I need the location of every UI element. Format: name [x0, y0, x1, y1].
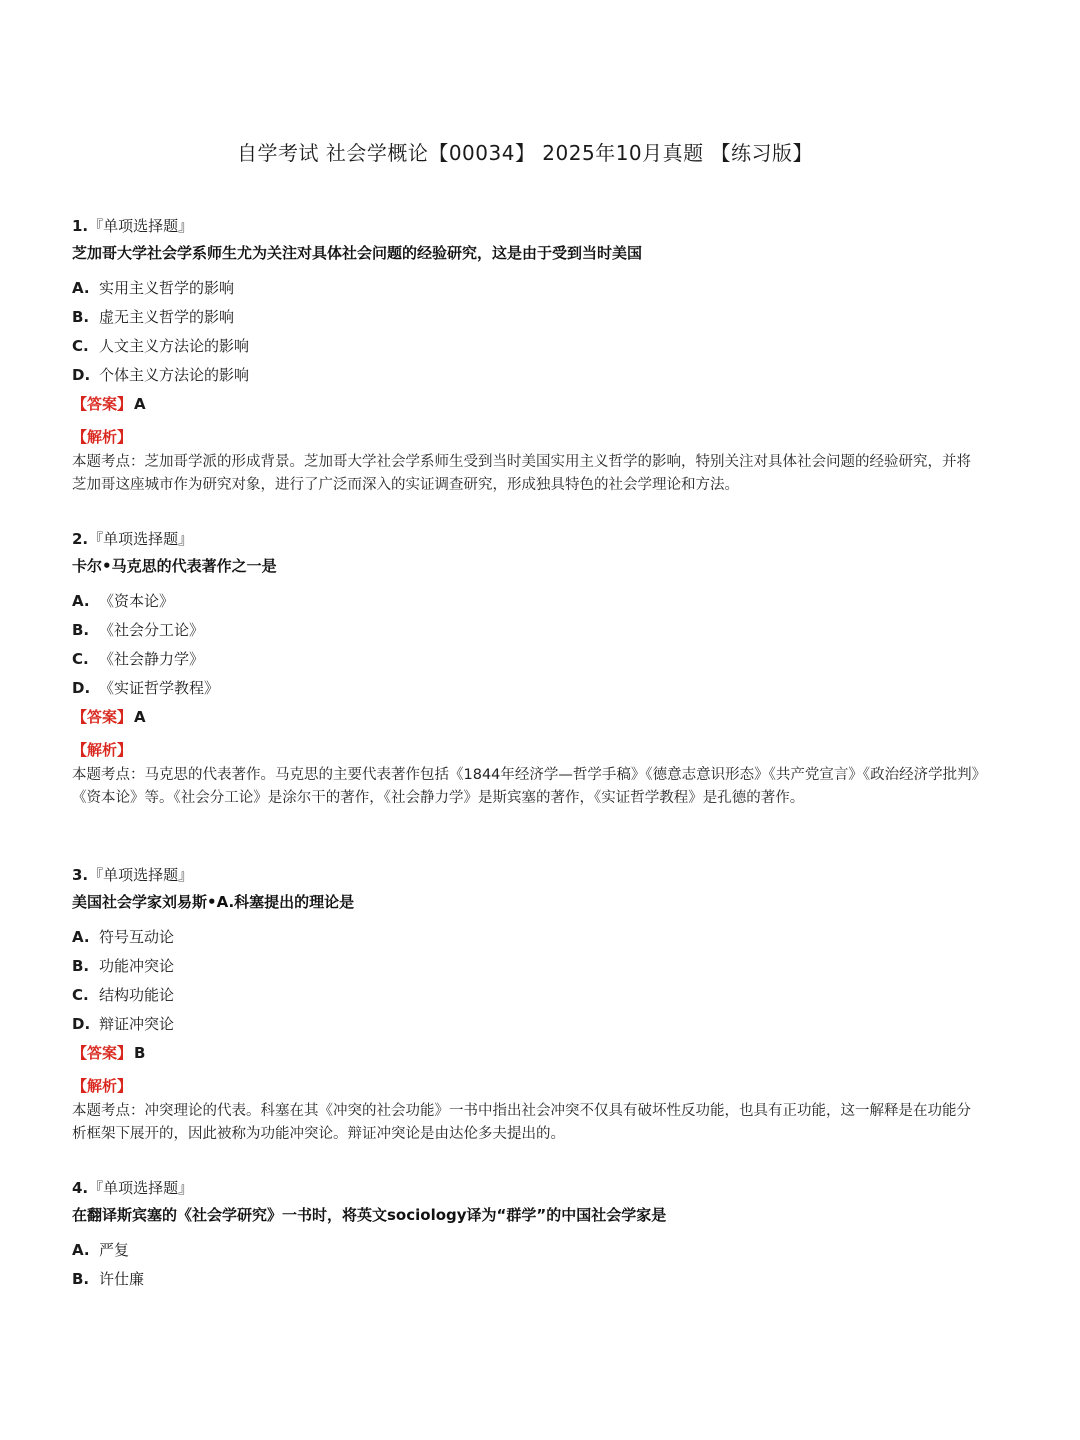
question-1: [72, 216, 982, 497]
option-letter: C.: [72, 337, 89, 355]
option-letter: D.: [72, 366, 91, 384]
option-letter: B.: [72, 621, 90, 639]
question-number: 2.: [72, 530, 89, 548]
option-letter: D.: [72, 679, 91, 697]
option-letter: B.: [72, 308, 90, 326]
option-text: 功能冲突论: [99, 957, 175, 975]
option-c: [72, 985, 982, 1005]
option-list: [72, 591, 982, 698]
option-d: [72, 1014, 982, 1034]
analysis-text: 本题考点：马克思的代表著作。马克思的主要代表著作包括《1844年经济学—哲学手稿》《德意志意识形态》《共产党宣言》《政治经济学批判》《资本论》等。《社会分工论》是涂尔干的著作，《社会静力学》是斯宾塞的著作，《实证哲学教程》是孔德的著作。: [72, 767, 979, 806]
question-number: 1.: [72, 217, 89, 235]
question-4: [72, 1178, 982, 1298]
answer-value: B: [134, 1044, 146, 1062]
option-b: [72, 620, 982, 640]
answer-label: 【答案】: [72, 395, 133, 413]
option-text: 辩证冲突论: [99, 1015, 175, 1033]
option-text: 严复: [99, 1241, 130, 1259]
answer-value: A: [134, 708, 146, 726]
option-d: [72, 678, 982, 698]
option-a: [72, 927, 982, 947]
option-text: 符号互动论: [99, 928, 175, 946]
question-type: 『单项选择题』: [88, 866, 194, 884]
option-a: [72, 1240, 982, 1260]
answer-row: [72, 394, 982, 414]
option-text: 《社会静力学》: [99, 650, 205, 668]
option-d: [72, 365, 982, 385]
answer-label: 【答案】: [72, 708, 133, 726]
option-a: [72, 591, 982, 611]
question-header: [72, 1178, 982, 1198]
question-number: 4.: [72, 1179, 89, 1197]
option-b: [72, 1269, 982, 1289]
option-text: 人文主义方法论的影响: [99, 337, 250, 355]
option-text: 《实证哲学教程》: [99, 679, 220, 697]
option-c: [72, 336, 982, 356]
option-text: 《资本论》: [99, 592, 175, 610]
option-text: 结构功能论: [99, 986, 175, 1004]
option-letter: C.: [72, 986, 89, 1004]
option-letter: B.: [72, 957, 90, 975]
option-letter: A.: [72, 279, 90, 297]
option-b: [72, 307, 982, 327]
option-letter: A.: [72, 928, 90, 946]
option-text: 个体主义方法论的影响: [99, 366, 250, 384]
option-letter: D.: [72, 1015, 91, 1033]
question-header: [72, 865, 982, 885]
option-letter: C.: [72, 650, 89, 668]
analysis-label: 【解析】: [72, 1077, 133, 1095]
question-3: [72, 865, 982, 1146]
question-stem: 芝加哥大学社会学系师生尤为关注对具体社会问题的经验研究，这是由于受到当时美国: [72, 244, 643, 262]
option-list: [72, 927, 982, 1034]
option-b: [72, 956, 982, 976]
option-text: 《社会分工论》: [99, 621, 205, 639]
option-text: 许仕廉: [99, 1270, 145, 1288]
question-header: [72, 529, 982, 549]
analysis-label: 【解析】: [72, 428, 133, 446]
question-2: [72, 529, 982, 810]
answer-label: 【答案】: [72, 1044, 133, 1062]
document-title: 自学考试 社会学概论【00034】 2025年10月真题 【练习版】: [236, 141, 814, 165]
option-text: 实用主义哲学的影响: [99, 279, 235, 297]
option-list: [72, 278, 982, 385]
option-list: [72, 1240, 982, 1289]
answer-row: [72, 1043, 982, 1063]
option-letter: A.: [72, 592, 90, 610]
question-type: 『单项选择题』: [88, 1179, 194, 1197]
question-stem: 在翻译斯宾塞的《社会学研究》一书时，将英文sociology译为“群学”的中国社会学家是: [72, 1206, 667, 1224]
option-a: [72, 278, 982, 298]
question-number: 3.: [72, 866, 89, 884]
analysis-text: 本题考点：冲突理论的代表。科塞在其《冲突的社会功能》一书中指出社会冲突不仅具有破坏性反功能，也具有正功能，这一解释是在功能分析框架下展开的，因此被称为功能冲突论。辩证冲突论是由达伦多夫提出的。: [72, 1103, 971, 1142]
option-letter: A.: [72, 1241, 90, 1259]
answer-value: A: [134, 395, 146, 413]
option-letter: B.: [72, 1270, 90, 1288]
answer-row: [72, 707, 982, 727]
question-stem: 美国社会学家刘易斯•A.科塞提出的理论是: [72, 893, 355, 911]
analysis-label: 【解析】: [72, 741, 133, 759]
option-text: 虚无主义哲学的影响: [99, 308, 235, 326]
question-stem: 卡尔•马克思的代表著作之一是: [72, 557, 277, 575]
option-c: [72, 649, 982, 669]
question-type: 『单项选择题』: [88, 217, 194, 235]
question-type: 『单项选择题』: [88, 530, 194, 548]
analysis-text: 本题考点：芝加哥学派的形成背景。芝加哥大学社会学系师生受到当时美国实用主义哲学的影响，特别关注对具体社会问题的经验研究，并将芝加哥这座城市作为研究对象，进行了广泛而深入的实证调查研究，形成独具特色的社会学理论和方法。: [72, 454, 971, 493]
question-header: [72, 216, 982, 236]
